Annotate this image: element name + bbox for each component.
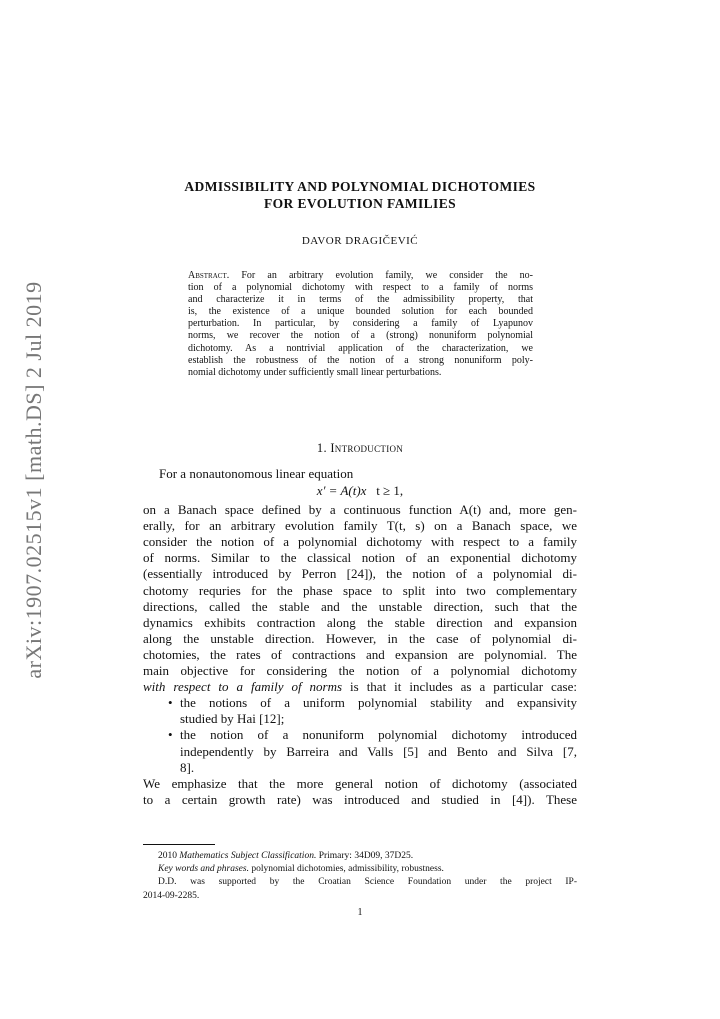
body-line: dynamics exhibits contraction along the stable direction and expansion [143, 614, 577, 630]
body-line: with respect to a family of norms is that it includes as a particular case: [143, 679, 577, 695]
list-item-line: 8]. [180, 759, 195, 775]
body-line: on a Banach space defined by a continuous function A(t) and, more gen- [143, 502, 577, 518]
list-item [143, 727, 577, 775]
title-line-2: FOR EVOLUTION FAMILIES [263, 196, 457, 211]
body-line: chotomies, the rates of contractions and expansion are polynomial. The [143, 646, 577, 662]
abstract-line: is, the existence of a unique bounded solution for each bounded [188, 306, 533, 318]
list-item [143, 695, 577, 727]
author-name: DAVOR DRAGIČEVIĆ [301, 235, 419, 247]
body-text [143, 466, 577, 808]
title-line-1: ADMISSIBILITY AND POLYNOMIAL DICHOTOMIES [184, 179, 536, 194]
bullet-icon: • [168, 695, 173, 711]
body-line: We emphasize that the more general notion of dichotomy (associated [143, 775, 577, 791]
body-line: chotomy requries for the phase space to split into two complementary [143, 582, 577, 598]
footnote-support-cont: 2014-09-2285. [143, 890, 200, 901]
footnotes [143, 850, 577, 903]
body-line: erally, for an arbitrary evolution family T(t, s) on a Banach space, we [143, 518, 577, 534]
abstract-line: Abstract. For an arbitrary evolution family, we consider the no- [188, 270, 533, 281]
footnote-msc: 2010 Mathematics Subject Classification. Primary: 34D09, 37D25. [158, 851, 414, 861]
paper-title [143, 178, 577, 212]
footnote-keywords: Key words and phrases. polynomial dichotomies, admissibility, robustness. [158, 864, 444, 875]
body-line: consider the notion of a polynomial dichotomy with respect to a family [143, 534, 577, 550]
bullet-icon: • [168, 727, 173, 743]
arxiv-stamp [6, 281, 62, 679]
body-line: main objective for considering the notion of a polynomial dichotomy [143, 663, 577, 679]
section-title: Introduction [330, 441, 404, 455]
equation-condition: t ≥ 1, [376, 483, 404, 499]
abstract-line: establish the robustness of the notion of a strong nonuniform poly- [188, 354, 533, 366]
section-number: 1. [316, 441, 327, 455]
list-item-line: studied by Hai [12]; [180, 711, 285, 727]
body-line: along the unstable direction. However, in the case of polynomial di- [143, 630, 577, 646]
footnote-support: D.D. was supported by the Croatian Science Foundation under the project IP- [158, 877, 577, 888]
abstract-line: and characterize it in terms of the admissibility property, that [188, 294, 533, 306]
list-item-line: the notions of a uniform polynomial stability and expansivity [180, 695, 577, 711]
abstract-line: tion of a polynomial dichotomy with respect to a family of norms [188, 282, 533, 294]
list-item-line: the notion of a nonuniform polynomial dichotomy introduced [180, 727, 577, 743]
abstract [188, 270, 533, 379]
body-line: For a nonautonomous linear equation [159, 466, 354, 481]
body-line: to a certain growth rate) was introduced and studied in [4]). These [143, 791, 577, 807]
body-line: (essentially introduced by Perron [24]), the notion of a polynomial di- [143, 566, 577, 582]
page-number: 1 [357, 907, 363, 918]
footnote-rule [143, 844, 215, 845]
abstract-line: perturbation. In particular, by considering a family of Lyapunov [188, 318, 533, 330]
emphasized-text: with respect to a family of norms [143, 679, 343, 695]
body-line: of norms. Similar to the classical notion of an exponential dichotomy [143, 550, 577, 566]
abstract-line: dichotomy. As a nontrivial application of the characterization, we [188, 342, 533, 354]
equation [143, 482, 577, 502]
abstract-line: norms, we recover the notion of a (strong) nonuniform polynomial [188, 330, 533, 342]
list-item-line: independently by Barreira and Valls [5] and Bento and Silva [7, [180, 743, 577, 759]
abstract-heading: Abstract. [188, 270, 230, 281]
arxiv-stamp-text: arXiv:1907.02515v1 [math.DS] 2 Jul 2019 [21, 281, 46, 679]
section-heading [143, 441, 577, 456]
equation-lhs: x′ = A(t)x [316, 483, 367, 499]
abstract-line: nomial dichotomy under sufficiently small linear perturbations. [188, 366, 442, 378]
body-line: directions, called the stable and the unstable direction, such that the [143, 598, 577, 614]
